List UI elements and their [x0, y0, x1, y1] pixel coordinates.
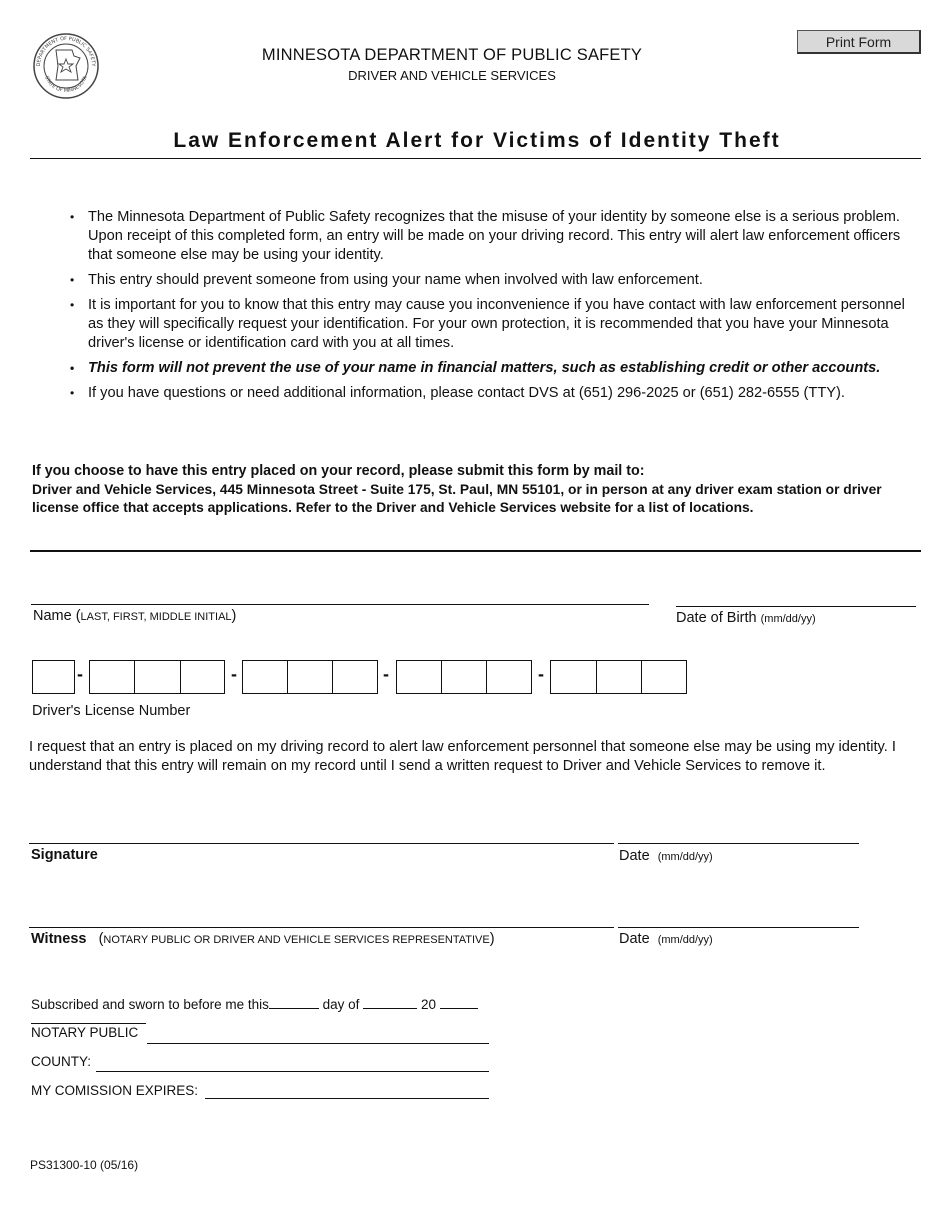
- bullet-item-warning: • This form will not prevent the use of your name in financial matters, such as establishing credit or other accounts.: [70, 360, 881, 376]
- dl-separator: -: [538, 664, 544, 684]
- dl-digit-box[interactable]: [180, 660, 225, 694]
- dl-digit-box[interactable]: [242, 660, 288, 694]
- signature-label: Signature: [31, 847, 98, 863]
- signature-date-input-line[interactable]: [618, 843, 859, 844]
- dl-separator: -: [77, 664, 83, 684]
- witness-date-input-line[interactable]: [618, 927, 859, 928]
- signature-date-label: Date (mm/dd/yy): [619, 848, 713, 864]
- department-name: MINNESOTA DEPARTMENT OF PUBLIC SAFETY: [261, 46, 643, 64]
- request-statement: I request that an entry is placed on my driving record to alert law enforcement personnel that someone else may be using my identity. I understand that this entry will remain on my record until I send a written request to Driver and Vehicle Services to remove it.: [29, 739, 896, 774]
- dl-label: Driver's License Number: [32, 703, 191, 719]
- witness-input-line[interactable]: [29, 927, 614, 928]
- section-divider: [30, 550, 921, 552]
- svg-text:STATE OF MINNESOTA: STATE OF MINNESOTA: [43, 75, 89, 95]
- bullet-item: • The Minnesota Department of Public Safety recognizes that the misuse of your identity by someone else is a serious problem. Upon receipt of this completed form, an entry will be made on your driving record. This entry will alert law enforcement officers that someone else may be using your identity.: [70, 209, 901, 263]
- dl-digit-box[interactable]: [32, 660, 75, 694]
- bullet-item: • This entry should prevent someone from using your name when involved with law enforcement.: [70, 272, 703, 288]
- bullet-item: • If you have questions or need additional information, please contact DVS at (651) 296-2025 or (651) 282-6555 (TTY).: [70, 385, 845, 401]
- dl-digit-box[interactable]: [134, 660, 181, 694]
- witness-label: Witness (NOTARY PUBLIC OR DRIVER AND VEHICLE SERVICES REPRESENTATIVE): [31, 931, 495, 947]
- dl-digit-box[interactable]: [641, 660, 687, 694]
- sworn-month-blank[interactable]: [363, 996, 417, 1009]
- sworn-year-blank[interactable]: [440, 996, 478, 1009]
- print-form-button[interactable]: Print Form: [797, 30, 921, 54]
- page-title: Law Enforcement Alert for Victims of Identity Theft: [173, 129, 781, 152]
- division-name: DRIVER AND VEHICLE SERVICES: [348, 68, 556, 83]
- dl-separator: -: [383, 664, 389, 684]
- sworn-statement: Subscribed and sworn to before me this day of 20: [31, 996, 478, 1012]
- commission-input-line[interactable]: [205, 1098, 489, 1099]
- notary-signature-line[interactable]: [31, 1023, 146, 1024]
- dl-separator: -: [231, 664, 237, 684]
- submit-address: Driver and Vehicle Services, 445 Minnesota Street - Suite 175, St. Paul, MN 55101, or in person at any driver exam station or driver license office that accepts applications. Refer to the Driver and Vehicle Services website for a list of locations.: [32, 482, 882, 515]
- county-input-line[interactable]: [96, 1071, 489, 1072]
- state-seal-logo: [32, 32, 100, 100]
- dl-digit-box[interactable]: [287, 660, 333, 694]
- svg-text:DEPARTMENT OF PUBLIC SAFETY: DEPARTMENT OF PUBLIC SAFETY: [35, 35, 97, 67]
- dl-digit-box[interactable]: [486, 660, 532, 694]
- witness-date-label: Date (mm/dd/yy): [619, 931, 713, 947]
- dl-digit-box[interactable]: [550, 660, 597, 694]
- title-rule: [30, 158, 921, 159]
- county-label: COUNTY:: [31, 1054, 92, 1069]
- info-bullet-list: [70, 208, 910, 409]
- dl-digit-box[interactable]: [441, 660, 487, 694]
- dl-digit-box[interactable]: [596, 660, 642, 694]
- signature-input-line[interactable]: [29, 843, 614, 844]
- form-number: PS31300-10 (05/16): [30, 1158, 139, 1172]
- submit-heading: If you choose to have this entry placed on your record, please submit this form by mail to:: [32, 463, 645, 479]
- dob-input-line[interactable]: [676, 606, 916, 607]
- name-input-line[interactable]: [31, 604, 649, 605]
- dl-digit-box[interactable]: [332, 660, 378, 694]
- dob-label: Date of Birth (mm/dd/yy): [676, 610, 816, 626]
- sworn-day-blank[interactable]: [269, 996, 319, 1009]
- commission-label: MY COMISSION EXPIRES:: [31, 1083, 199, 1098]
- dl-digit-box[interactable]: [89, 660, 135, 694]
- dl-digit-box[interactable]: [396, 660, 442, 694]
- name-label: Name (LAST, FIRST, MIDDLE INITIAL): [33, 608, 237, 624]
- notary-input-line[interactable]: [147, 1043, 489, 1044]
- bullet-item: • It is important for you to know that this entry may cause you inconvenience if you have contact with law enforcement personnel as they will specifically request your identification. For your own protection, it is recommended that you have your Minnesota driver's license or identification card with you at all times.: [70, 297, 905, 351]
- notary-label: NOTARY PUBLIC: [31, 1025, 139, 1040]
